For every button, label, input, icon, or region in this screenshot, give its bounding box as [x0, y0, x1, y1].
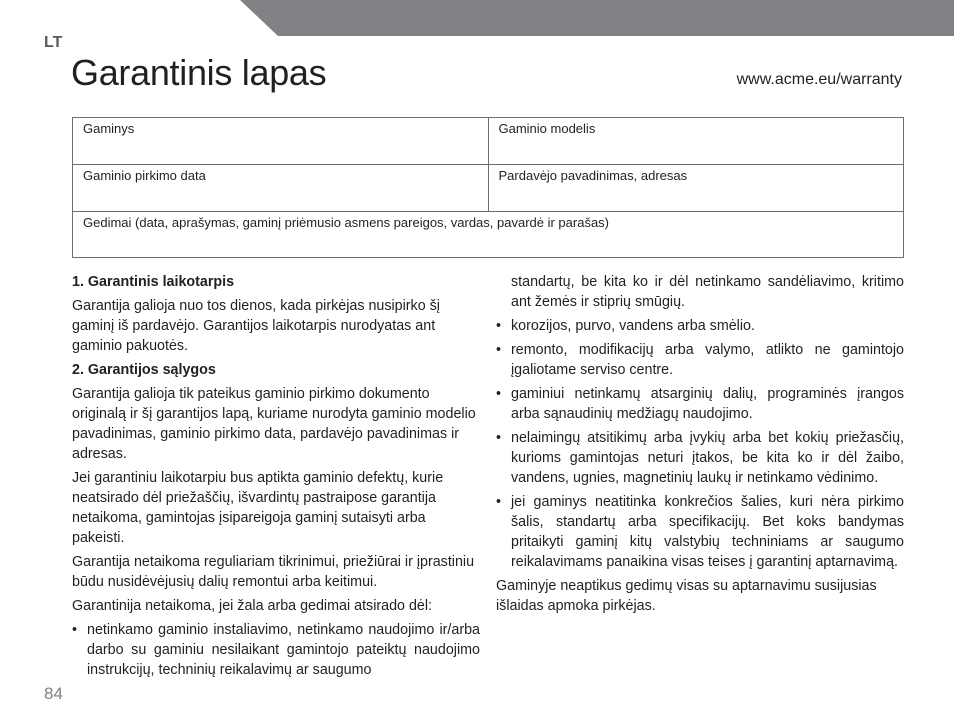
exclusion-list-left: [72, 620, 480, 680]
page-title: Garantinis lapas: [71, 52, 327, 93]
language-code: LT: [44, 34, 63, 51]
warranty-url: www.acme.eu/warranty: [736, 71, 902, 88]
seller-field[interactable]: Pardavėjo pavadinimas, adresas: [488, 165, 904, 212]
list-item: • remonto, modifikacijų arba valymo, atlikto ne gamintojo įgaliotame serviso centre.: [496, 340, 904, 380]
purchase-date-field[interactable]: Gaminio pirkimo data: [73, 165, 489, 212]
list-item: • korozijos, purvo, vandens arba smėlio.: [496, 316, 904, 336]
warranty-form: [72, 117, 904, 258]
product-field[interactable]: Gaminys: [73, 118, 489, 165]
list-item: • jei gaminys neatitinka konkrečios šalies, kuri nėra pirkimo šalis, standartų arba specifikacijų. Bet koks bandymas pritaikyti gaminį kitų valstybių techniniams ar saugumo reikalavimams panaikina visas teises į garantinį aptarnavimą.: [496, 492, 904, 572]
list-item: • nelaimingų atsitikimų arba įvykių arba bet kokių priežasčių, kurioms gamintojas neturi įtakos, be kita ko ir dėl žaibo, vandens, ugnies, magnetinių laukų ir netinkamo vėdinimo.: [496, 428, 904, 488]
defects-field[interactable]: Gedimai (data, aprašymas, gaminį priėmusio asmens pareigos, vardas, pavardė ir parašas): [73, 212, 904, 258]
closing-paragraph: Gaminyje neaptikus gedimų visas su aptarnavimu susijusias išlaidas apmoka pirkėjas.: [496, 578, 877, 614]
section2-heading: 2. Garantijos sąlygos: [72, 362, 216, 378]
model-field[interactable]: Gaminio modelis: [488, 118, 904, 165]
list-item: standartų, be kita ko ir dėl netinkamo sandėliavimo, kritimo ant žemės ir stiprių smūgių.: [511, 274, 904, 310]
section1-paragraph: Garantija galioja nuo tos dienos, kada pirkėjas nusipirko šį gaminį iš pardavėjo. Garantijos laikotarpis nurodyatas ant gaminio pakuotės.: [72, 298, 440, 354]
page-number: 84: [44, 684, 63, 703]
section1-heading: 1. Garantinis laikotarpis: [72, 274, 235, 290]
section2-paragraph-4: Garantinija netaikoma, jei žala arba gedimai atsirado dėl:: [72, 598, 433, 614]
list-item: • netinkamo gaminio instaliavimo, netinkamo naudojimo ir/arba darbo su gaminiu nesilaikant gamintojo pateiktų naudojimo instrukcijų, techninių reikalavimų ar saugumo: [72, 620, 480, 680]
left-column: [72, 272, 480, 684]
header-band: [240, 0, 954, 36]
section2-paragraph-2: Jei garantiniu laikotarpiu bus aptikta gaminio defektų, kurie neatsirado dėl priežaščių, išvardintų pastraipose garantija netaikoma, gamintojas įsipareigoja gaminį sutaisyti arba pakeisti.: [72, 470, 444, 546]
section2-paragraph-3: Garantija netaikoma reguliariam tikrinimui, priežiūrai ir įprastiniu būdu nusidėvėjusių dalių remontui arba keitimui.: [72, 554, 475, 590]
exclusion-list-right: [496, 272, 904, 572]
list-item: • gaminiui netinkamų atsarginių dalių, programinės įrangos arba sąnaudinių medžiagų naudojimo.: [496, 384, 904, 424]
section2-paragraph-1: Garantija galioja tik pateikus gaminio pirkimo dokumento originalą ir šį garantijos lapą, kuriame nurodyta gaminio modelio pavadinimas, gaminio pirkimo data, pardavėjo pavadinimas ir adresas.: [72, 386, 476, 462]
right-column: [496, 272, 904, 620]
